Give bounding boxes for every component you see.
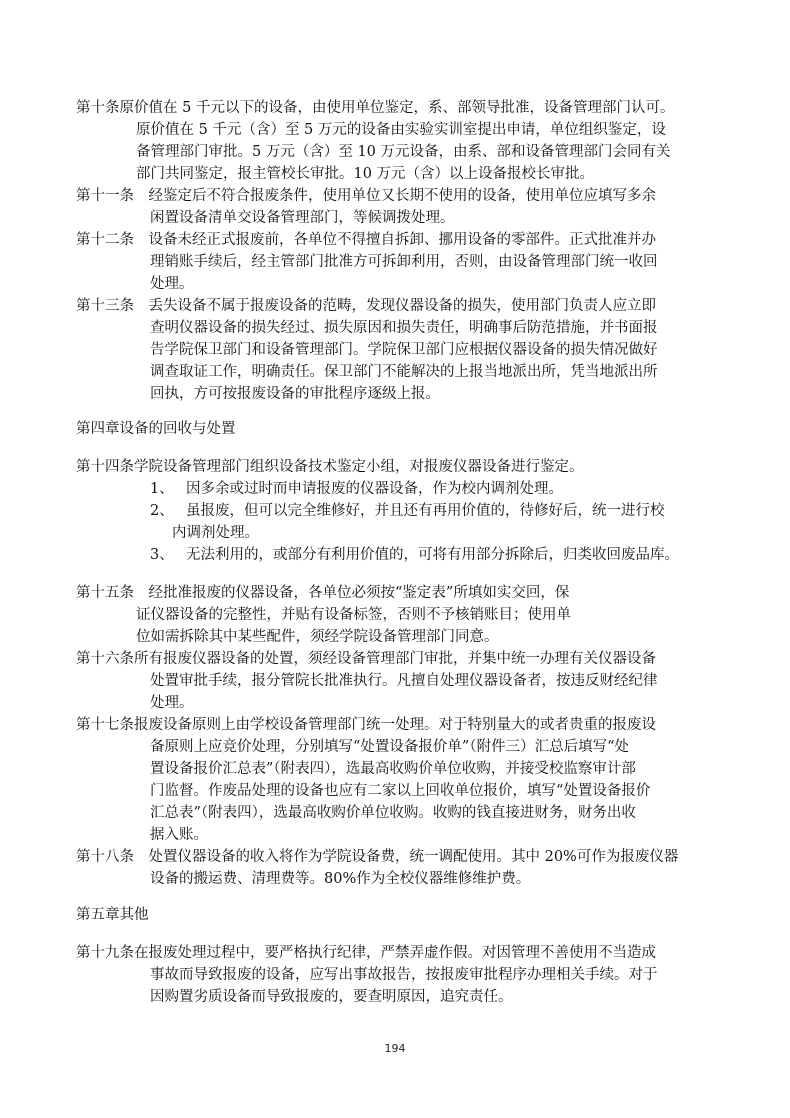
article-11-line-1: 第十一条 经鉴定后不符合报废条件，使用单位又长期不使用的设备，使用单位应填写多余	[76, 188, 656, 204]
article-17-line-1: 第十七条报废设备原则上由学校设备管理部门统一处理。对于特别量大的或者贵重的报废设	[76, 717, 656, 733]
article-11-line-2: 闲置设备清单交设备管理部门，等候调拨处理。	[150, 210, 455, 226]
article-13-line-2: 查明仪器设备的损失经过、损失原因和损失责任，明确事后防范措施，并书面报	[150, 320, 658, 336]
article-13-line-3: 告学院保卫部门和设备管理部门。学院保卫部门应根据仪器设备的损失情况做好	[150, 342, 658, 358]
article-17-line-4: 门监督。作废品处理的设备也应有二家以上回收单位报价，填写“处置设备报价	[150, 783, 651, 799]
article-12-line-1: 第十二条 设备未经正式报废前，各单位不得擅自拆卸、挪用设备的零部件。正式批准并办	[76, 232, 656, 248]
article-13-line-1: 第十三条 丢失设备不属于报废设备的范畴，发现仪器设备的损失，使用部门负责人应立即	[76, 298, 656, 314]
article-14-item-2-text-1: 虽报废，但可以完全维修好，并且还有再用价值的，待修好后，统一进行校	[186, 503, 665, 519]
article-13-line-4: 调查取证工作，明确责任。保卫部门不能解决的上报当地派出所，凭当地派出所	[150, 364, 658, 380]
chapter-4-heading: 第四章设备的回收与处置	[76, 421, 236, 437]
article-12-line-2: 理销账手续后，经主管部门批准方可拆卸利用，否则，由设备管理部门统一收回	[150, 254, 658, 270]
article-15-line-1: 第十五条 经批准报废的仪器设备，各单位必须按“鉴定表”所填如实交回，保	[76, 585, 570, 601]
article-14-item-2-num: 2、	[150, 503, 174, 519]
article-10-line-2: 原价值在 5 千元（含）至 5 万元的设备由实验实训室提出申请，单位组织鉴定，设	[136, 122, 666, 138]
article-15-line-2: 证仪器设备的完整性，并贴有设备标签，否则不予核销账目；使用单	[136, 607, 571, 623]
article-13-line-5: 回执，方可按报废设备的审批程序逐级上报。	[150, 386, 440, 402]
article-10-line-4: 部门共同鉴定，报主管校长审批。10 万元（含）以上设备报校长审批。	[136, 166, 595, 182]
article-14-item-3-text: 无法利用的，或部分有利用价值的，可将有用部分拆除后，归类收回废品库。	[186, 547, 679, 563]
article-10-line-1: 第十条原价值在 5 千元以下的设备，由使用单位鉴定，系、部领导批准，设备管理部门认可。	[76, 100, 675, 116]
article-19-line-2: 事故而导致报废的设备，应写出事故报告，按报废审批程序办理相关手续。对于	[150, 967, 658, 983]
page-number: 194	[384, 1042, 406, 1055]
article-16-line-1: 第十六条所有报废仪器设备的处置，须经设备管理部门审批，并集中统一办理有关仪器设备	[76, 651, 656, 667]
article-17-line-3: 置设备报价汇总表”（附表四），选最高收购价单位收购，并接受校监察审计部	[150, 761, 636, 777]
article-16-line-3: 处理。	[150, 695, 194, 711]
article-18-line-1: 第十八条 处置仪器设备的收入将作为学院设备费，统一调配使用。其中 20%可作为报废仪器	[76, 849, 679, 865]
article-17-line-2: 备原则上应竞价处理，分别填写“处置设备报价单”（附件三）汇总后填写“处	[150, 739, 629, 755]
article-19-line-3: 因购置劣质设备而导致报废的，要查明原因，追究责任。	[150, 989, 513, 1005]
article-17-line-6: 据入账。	[150, 827, 208, 843]
article-14-item-1-text: 因多余或过时而申请报废的仪器设备，作为校内调剂处理。	[186, 481, 563, 497]
article-18-line-2: 设备的搬运费、清理费等。80%作为全校仪器维修维护费。	[150, 871, 531, 887]
article-15-line-3: 位如需拆除其中某些配件，须经学院设备管理部门同意。	[136, 629, 499, 645]
article-19-line-1: 第十九条在报废处理过程中，要严格执行纪律，严禁弄虚作假。对因管理不善使用不当造成	[76, 945, 656, 961]
article-14-item-3-num: 3、	[150, 547, 174, 563]
article-14-item-1-num: 1、	[150, 481, 174, 497]
article-17-line-5: 汇总表”（附表四），选最高收购价单位收购。收购的钱直接进财务，财务出收	[150, 805, 636, 821]
article-16-line-2: 处置审批手续，报分管院长批准执行。凡擅自处理仪器设备者，按违反财经纪律	[150, 673, 658, 689]
chapter-5-heading: 第五章其他	[76, 907, 149, 923]
article-14-intro: 第十四条学院设备管理部门组织设备技术鉴定小组，对报废仪器设备进行鉴定。	[76, 459, 584, 475]
article-14-item-2-text-2: 内调剂处理。	[172, 525, 259, 541]
article-10-line-3: 备管理部门审批。5 万元（含）至 10 万元设备，由系、部和设备管理部门会同有关	[136, 144, 671, 160]
article-12-line-3: 处理。	[150, 276, 194, 292]
